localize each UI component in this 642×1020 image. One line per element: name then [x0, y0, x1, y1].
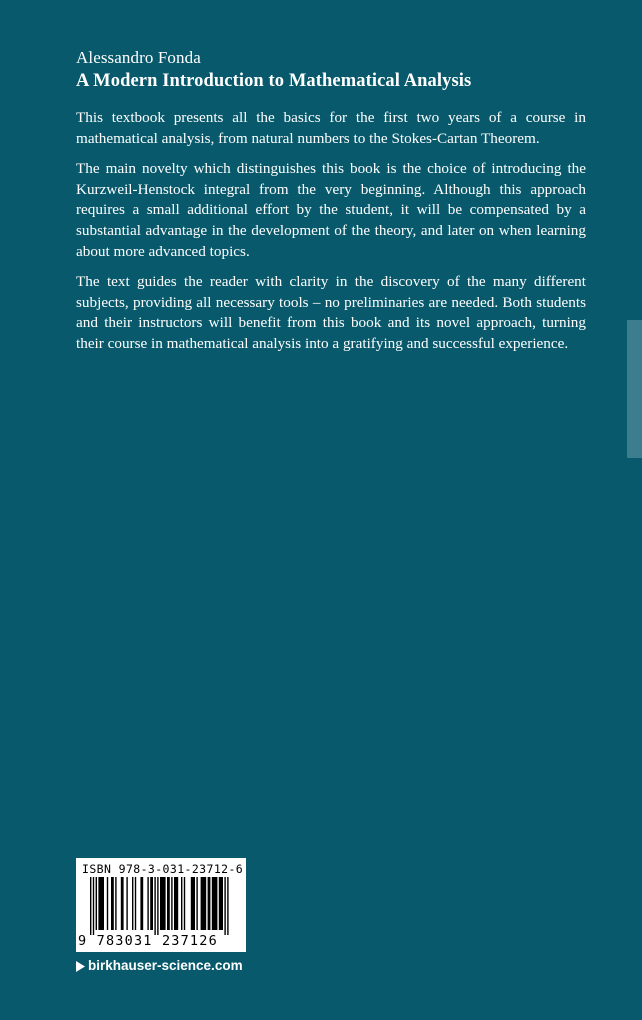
blurb-paragraph: The main novelty which distinguishes this book is the choice of introducing the Kurzweil-Henstock integral from the very beginning. Although this approach requires a small additional effort by the student, it will be compensated by a substantial advantage in the development of the theory, and later on when learning about more advanced topics. — [76, 160, 586, 260]
barcode-bar — [135, 877, 136, 930]
spine-color-tab — [627, 320, 642, 458]
isbn-label: ISBN 978-3-031-23712-6 — [82, 862, 244, 876]
barcode-bar — [181, 877, 182, 930]
barcode — [80, 877, 242, 935]
barcode-bar — [132, 877, 133, 930]
barcode-bar — [121, 877, 124, 930]
barcode-bar — [184, 877, 185, 930]
barcode-bar — [111, 877, 114, 930]
barcode-bar — [140, 877, 143, 930]
ean-digits: 9 783031 237126 — [78, 933, 218, 949]
barcode-bar — [96, 877, 97, 930]
barcode-guard-bar — [224, 877, 225, 935]
blurb-paragraph: This textbook presents all the basics for the first two years of a course in mathematical analysis, from natural numbers to the Stokes-Cartan Theorem. — [76, 109, 586, 147]
barcode-bar — [174, 877, 178, 930]
barcode-guard-bar — [157, 877, 158, 935]
book-title: A Modern Introduction to Mathematical Analysis — [76, 71, 472, 91]
barcode-box — [76, 858, 246, 952]
barcode-guard-bar — [93, 877, 94, 935]
barcode-bar — [196, 877, 197, 930]
author-name: Alessandro Fonda — [76, 48, 201, 67]
barcode-bar — [208, 877, 211, 930]
arrow-right-icon — [76, 961, 85, 972]
barcode-bar — [115, 877, 116, 930]
barcode-bar — [219, 877, 223, 930]
barcode-bar — [167, 877, 170, 930]
barcode-guard-bar — [90, 877, 91, 935]
barcode-bar — [212, 877, 218, 930]
barcode-guard-bar — [154, 877, 155, 935]
barcode-bar — [201, 877, 207, 930]
barcode-bar — [147, 877, 148, 930]
barcode-guard-bar — [227, 877, 228, 935]
barcode-bar — [126, 877, 127, 930]
barcode-bar — [160, 877, 166, 930]
publisher-website-link[interactable] — [76, 958, 243, 974]
website-text: birkhauser-science.com — [88, 958, 243, 973]
blurb-text — [76, 108, 586, 365]
barcode-bar — [191, 877, 195, 930]
barcode-bar — [98, 877, 104, 930]
barcode-bar — [150, 877, 153, 930]
barcode-bar — [171, 877, 172, 930]
barcode-bar — [107, 877, 108, 930]
blurb-paragraph: The text guides the reader with clarity in the discovery of the many different subjects, providing all necessary tools – no preliminaries are needed. Both students and their instructors will benefit from this book and its novel approach, turning their course in mathematical analysis into a gratifying and successful experience. — [76, 273, 586, 352]
